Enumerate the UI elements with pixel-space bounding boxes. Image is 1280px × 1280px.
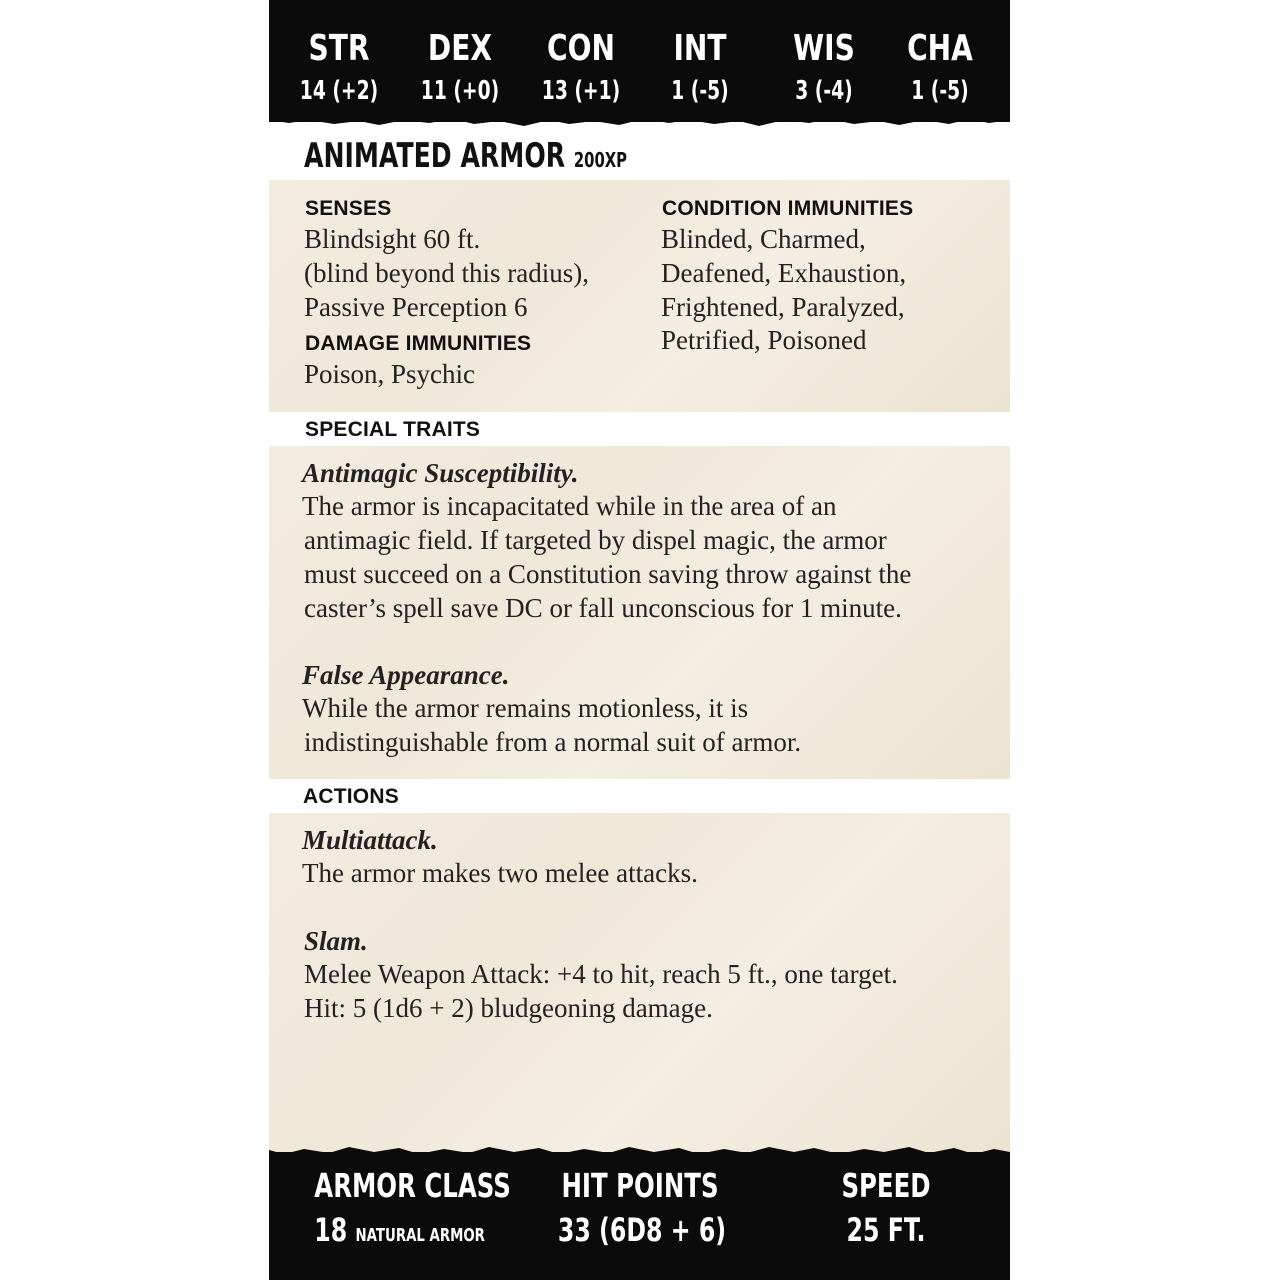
armor-class-stat [287,1166,511,1256]
condition-immunities-line: Petrified, Poisoned [661,325,867,355]
action-name: Slam. [304,926,368,956]
monster-name-heading [304,134,627,182]
damage-immunities-line: Poison, Psychic [304,359,476,389]
torn-edge-decoration [269,1143,1010,1161]
monster-xp: 200XP [573,148,628,172]
ability-con [526,28,636,108]
torn-edge-decoration [269,114,1010,130]
actions-label: ACTIONS [303,785,399,808]
ability-abbr: DEX [427,28,493,69]
senses-line: (blind beyond this radius), [304,258,589,288]
special-traits-label: SPECIAL TRAITS [305,418,481,441]
speed-value: 25 FT. [846,1211,926,1249]
armor-class-value-row [314,1210,485,1256]
condition-immunities-line: Frightened, Paralyzed, [661,292,905,322]
trait-name: False Appearance. [302,660,510,690]
trait-description-line: caster’s spell save DC or fall unconscious for 1 minute. [304,593,902,623]
senses-label: SENSES [305,197,392,220]
armor-class-label: ARMOR CLASS [314,1166,511,1205]
hit-points-stat [529,1166,751,1250]
ability-score: 14 (+2) [299,76,379,106]
ability-score: 13 (+1) [541,76,621,106]
trait-name: Antimagic Susceptibility. [302,458,579,488]
trait-description-line: must succeed on a Constitution saving throw against the [304,559,912,589]
ability-abbr: INT [673,28,727,69]
stat-block-card [269,0,1010,1280]
speed-stat [801,1166,971,1250]
ability-cha [885,28,995,108]
ability-wis [769,28,879,108]
ability-str [284,28,394,108]
trait-description-line: While the armor remains motionless, it is [302,693,749,723]
senses-line: Passive Perception 6 [304,292,528,322]
action-description-line: Melee Weapon Attack: +4 to hit, reach 5 ft., one target. [304,959,898,989]
speed-label: SPEED [841,1166,931,1205]
armor-class-value: 18 [314,1211,348,1249]
ability-abbr: CHA [907,28,973,69]
ability-score: 3 (-4) [795,76,853,106]
damage-immunities-label: DAMAGE IMMUNITIES [305,332,532,355]
action-description-line: Hit: 5 (1d6 + 2) bludgeoning damage. [304,993,713,1023]
ability-dex [405,28,515,108]
monster-name: ANIMATED ARMOR [304,136,566,176]
hit-points-value: 33 (6D8 + 6) [557,1211,727,1249]
ability-abbr: STR [308,28,370,69]
ability-scores-bar [269,0,1010,122]
ability-score: 1 (-5) [671,76,729,106]
ability-abbr: CON [547,28,615,69]
ability-int [645,28,755,108]
core-stats-bar [269,1152,1010,1280]
trait-description-line: indistinguishable from a normal suit of armor. [304,727,802,757]
senses-immunities-panel [269,180,1010,412]
special-traits-panel [269,446,1010,779]
hit-points-label: HIT POINTS [561,1166,719,1205]
trait-description-line: antimagic field. If targeted by dispel magic, the armor [304,525,887,555]
senses-line: Blindsight 60 ft. [304,224,481,254]
ability-score: 1 (-5) [911,76,969,106]
condition-immunities-line: Deafened, Exhaustion, [661,258,907,288]
action-name: Multiattack. [302,825,438,855]
condition-immunities-label: CONDITION IMMUNITIES [662,197,914,220]
trait-description-line: The armor is incapacitated while in the area of an [302,491,837,521]
armor-class-note: NATURAL ARMOR [355,1225,485,1246]
actions-panel [269,813,1010,1153]
condition-immunities-line: Blinded, Charmed, [661,224,866,254]
ability-score: 11 (+0) [420,76,500,106]
action-description-line: The armor makes two melee attacks. [302,858,698,888]
ability-abbr: WIS [793,28,855,69]
